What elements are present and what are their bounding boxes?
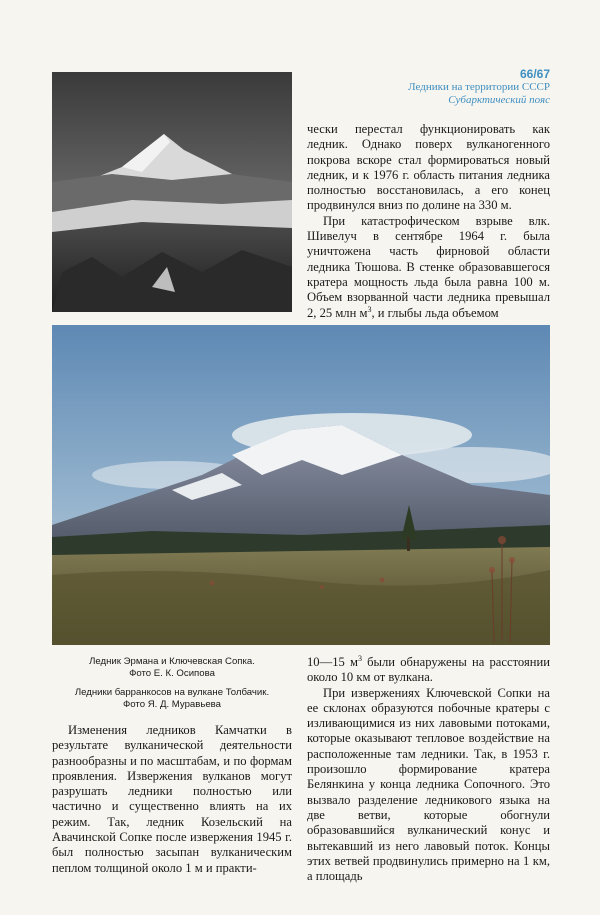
caption-credit: Фото Я. Д. Муравьева bbox=[122, 699, 221, 710]
caption-title: Ледники барранкосов на вулкане Толбачик. bbox=[74, 687, 270, 698]
volcano-landscape-photo bbox=[52, 325, 550, 645]
paragraph: 10—15 $м^3$ были обнаружены на расстоянии около 10 км от вулкана. bbox=[307, 653, 550, 685]
mountain-photo-bw bbox=[52, 72, 292, 312]
subsection-title: Субарктический пояс bbox=[448, 94, 550, 106]
caption-2 bbox=[52, 687, 292, 711]
running-head bbox=[408, 68, 550, 107]
paragraph: При извержениях Ключевской Сопки на ее склонах образуются побочные кратеры с изливающимися из них лавовыми потоками, которые оказывают тепловое воздействие на расположенные там ледники. Так, в 1953 г. произошло формирование кратера Белянкина у конца ледника Сопочного. Это вызвало разделение ледникового языка на две ветви, которые обогнули образовавшийся вулканический конус и вытекавший из него лавовый поток. Концы этих ветвей продвинулись примерно на 1 км, а площадь bbox=[307, 685, 550, 884]
caption-credit: Фото Е. К. Осипова bbox=[129, 668, 215, 679]
section-title: Ледники на территории СССР bbox=[408, 81, 550, 93]
photo-captions bbox=[52, 656, 292, 718]
text-column-right-bottom bbox=[307, 655, 550, 884]
caption-title: Ледник Эрмана и Ключевская Сопка. bbox=[89, 656, 255, 667]
page-numbers: 66/67 bbox=[519, 67, 550, 81]
caption-1 bbox=[52, 656, 292, 680]
text-column-left-bottom bbox=[52, 723, 292, 876]
paragraph: При катастрофическом взрыве влк. Шивелуч в сентябре 1964 г. была уничтожена часть фирновой области ледника Тюшова. В стенке образовавшегося кратера мощность льда была равна 100 м. Объем взорванной части ледника превышал 2, 25 млн $м^3$, и глыбы льда объемом bbox=[307, 213, 550, 320]
paragraph: Изменения ледников Камчатки в результате вулканической деятельности разнообразны и по масштабам, и по формам проявления. Извержения вулканов могут разрушать ледники полностью или частично и существенно влиять на их режим. Так, ледник Козельский на Авачинской Сопке после извержения 1945 г. был полностью засыпан вулканическим пеплом толщиной около 1 м и практи- bbox=[52, 723, 292, 875]
text-column-right-top bbox=[307, 122, 550, 321]
paragraph: чески перестал функционировать как ледник. Однако поверх вулканогенного покрова вскоре стал формироваться новый ледник, и к 1976 г. область питания ледника полностью восстановилась, а его конец продвинулся вниз по долине на 330 м. bbox=[307, 122, 550, 213]
